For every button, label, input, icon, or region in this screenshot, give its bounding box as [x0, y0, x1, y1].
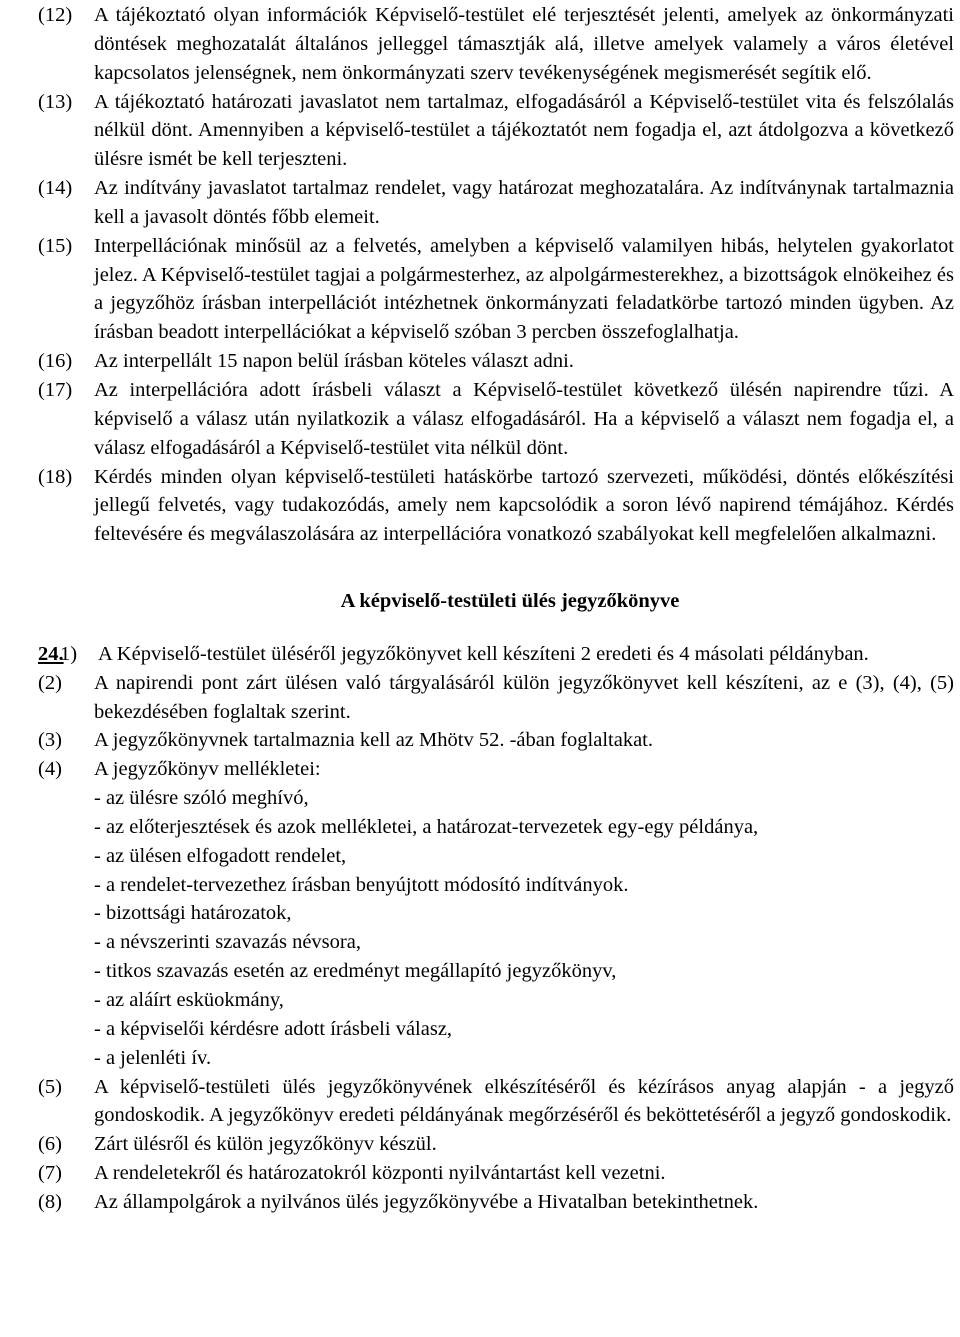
paragraph-text: Interpellációnak minősül az a felvetés, amelyben a képviselő valamilyen hibás, helytelen gyakorlatot jelez. A Képviselő-testület tagjai a polgármesterhez, az alpolgármesterekhez, a bizottságok elnökeihez és a jegyzőhöz írásban interpellációt intézhetnek önkormányzati feladatkörbe tartozó minden ügyben. Az írásban beadott interpellációkat a képviselő szóban 3 percben összefoglalhatja. [94, 234, 954, 344]
paragraph-18 [0, 463, 960, 550]
item-text: A napirendi pont zárt ülésen való tárgyalásáról külön jegyzőkönyvet kell készíteni, az e (3), (4), (5) bekezdésében foglaltak szerint. [94, 671, 954, 723]
item-number: (7) [38, 1162, 62, 1185]
attachment-list-item: - az ülésre szóló meghívó, [94, 787, 309, 810]
paragraph-number: (17) [38, 378, 73, 401]
item-text: A jegyzőkönyv mellékletei: [94, 758, 321, 781]
attachment-list-item: - a képviselői kérdésre adott írásbeli válasz, [94, 1017, 453, 1040]
paragraph-text: Kérdés minden olyan képviselő-testületi hatáskörbe tartozó szervezeti, működési, döntés előkészítési jellegű felvetés, vagy tudakozódás, amely nem kapcsolódik a soron lévő napirend témájához. Kérdés feltevésére és megválaszolására az interpellációra vonatkozó szabályokat kell megfelelően alkalmazni. [94, 465, 954, 546]
attachment-list-item: - a jelenléti ív. [94, 1046, 212, 1069]
paragraph-17 [0, 376, 960, 463]
item-text: Az állampolgárok a nyilvános ülés jegyzőkönyvébe a Hivatalban betekinthetnek. [94, 1190, 759, 1213]
section-24-item-6 [0, 1130, 960, 1159]
attachment-list-item: - bizottsági határozatok, [94, 902, 292, 925]
attachment-list-item: - az aláírt esküokmány, [94, 989, 284, 1011]
attachment-list-item: - titkos szavazás esetén az eredményt megállapító jegyzőkönyv, [94, 960, 617, 983]
section-24-item-8 [0, 1188, 960, 1217]
item-number: (4) [38, 758, 62, 781]
section-24-item-2 [0, 669, 960, 727]
item-number: 1) [60, 642, 78, 665]
paragraph-number: (16) [38, 350, 73, 373]
section-heading: A képviselő-testületi ülés jegyzőkönyve [340, 590, 680, 613]
section-24-item-1 [0, 640, 960, 669]
item-number: (5) [38, 1075, 62, 1098]
paragraph-number: (15) [38, 234, 73, 257]
section-24-item-4 [0, 755, 960, 784]
section-24-item-5 [0, 1073, 960, 1131]
item-number: (6) [38, 1133, 62, 1156]
paragraph-text: Az indítvány javaslatot tartalmaz rendelet, vagy határozat meghozatalára. Az indítványnak tartalmaznia kell a javasolt döntés főbb elemeit. [94, 177, 954, 228]
section-number: 24. [38, 642, 64, 665]
section-24-item-3 [0, 726, 960, 755]
attachment-list-item: - a névszerinti szavazás névsora, [94, 931, 361, 954]
item-text: A jegyzőkönyvnek tartalmaznia kell az Mhötv 52. -ában foglaltakat. [94, 729, 654, 752]
paragraph-13 [0, 88, 960, 175]
item-text: Zárt ülésről és külön jegyzőkönyv készül. [94, 1133, 437, 1156]
paragraph-15 [0, 232, 960, 347]
item-number: (2) [38, 671, 62, 694]
item-number: (3) [38, 729, 62, 752]
paragraph-number: (18) [38, 465, 73, 488]
item-text: A képviselő-testületi ülés jegyzőkönyvének elkészítéséről és kézírásos anyag alapján - a jegyző gondoskodik. A jegyzőkönyv eredeti példányának megőrzéséről és beköttetéséről a jegyző gondoskodik. [94, 1075, 954, 1127]
attachment-list-item: - a rendelet-tervezethez írásban benyújtott módosító indítványok. [94, 873, 629, 896]
paragraph-text: A tájékoztató olyan információk Képviselő-testület elé terjesztését jelenti, amelyek az önkormányzati döntések meghozatalát általános jelleggel támasztják alá, illetve amelyek valamely a város életével kapcsolatos jelenségnek, nem önkormányzati szerv tevékenységének megismerését segítik elő. [94, 4, 954, 84]
attachment-list-item: - az ülésen elfogadott rendelet, [94, 844, 347, 867]
paragraph-number: (13) [38, 90, 73, 113]
item-text: A Képviselő-testület üléséről jegyzőkönyvet kell készíteni 2 eredeti és 4 másolati példányban. [98, 642, 869, 665]
attachment-list-item: - az előterjesztések és azok mellékletei, a határozat-tervezetek egy-egy példánya, [94, 815, 759, 838]
paragraph-text: Az interpellációra adott írásbeli választ a Képviselő-testület következő ülésén napirendre tűzi. A képviselő a válasz után nyilatkozik a válasz elfogadásáról. Ha a képviselő a választ nem fogadja el, a válasz elfogadásáról a Képviselő-testület vita nélkül dönt. [94, 378, 954, 459]
paragraph-number: (14) [38, 177, 73, 200]
paragraph-text: Az interpellált 15 napon belül írásban köteles választ adni. [94, 350, 574, 373]
paragraph-14 [0, 174, 960, 232]
item-number: (8) [38, 1190, 62, 1213]
item-text: A rendeletekről és határozatokról központi nyilvántartást kell vezetni. [94, 1162, 666, 1185]
paragraph-16 [0, 347, 960, 376]
paragraph-number: (12) [38, 4, 73, 26]
paragraph-text: A tájékoztató határozati javaslatot nem tartalmaz, elfogadásáról a Képviselő-testület vita és felszólalás nélkül dönt. Amennyiben a képviselő-testület a tájékoztatót nem fogadja el, azt átdolgozva a következő ülésre ismét be kell terjeszteni. [94, 90, 954, 171]
paragraph-12 [0, 1, 960, 88]
section-24-item-7 [0, 1159, 960, 1188]
